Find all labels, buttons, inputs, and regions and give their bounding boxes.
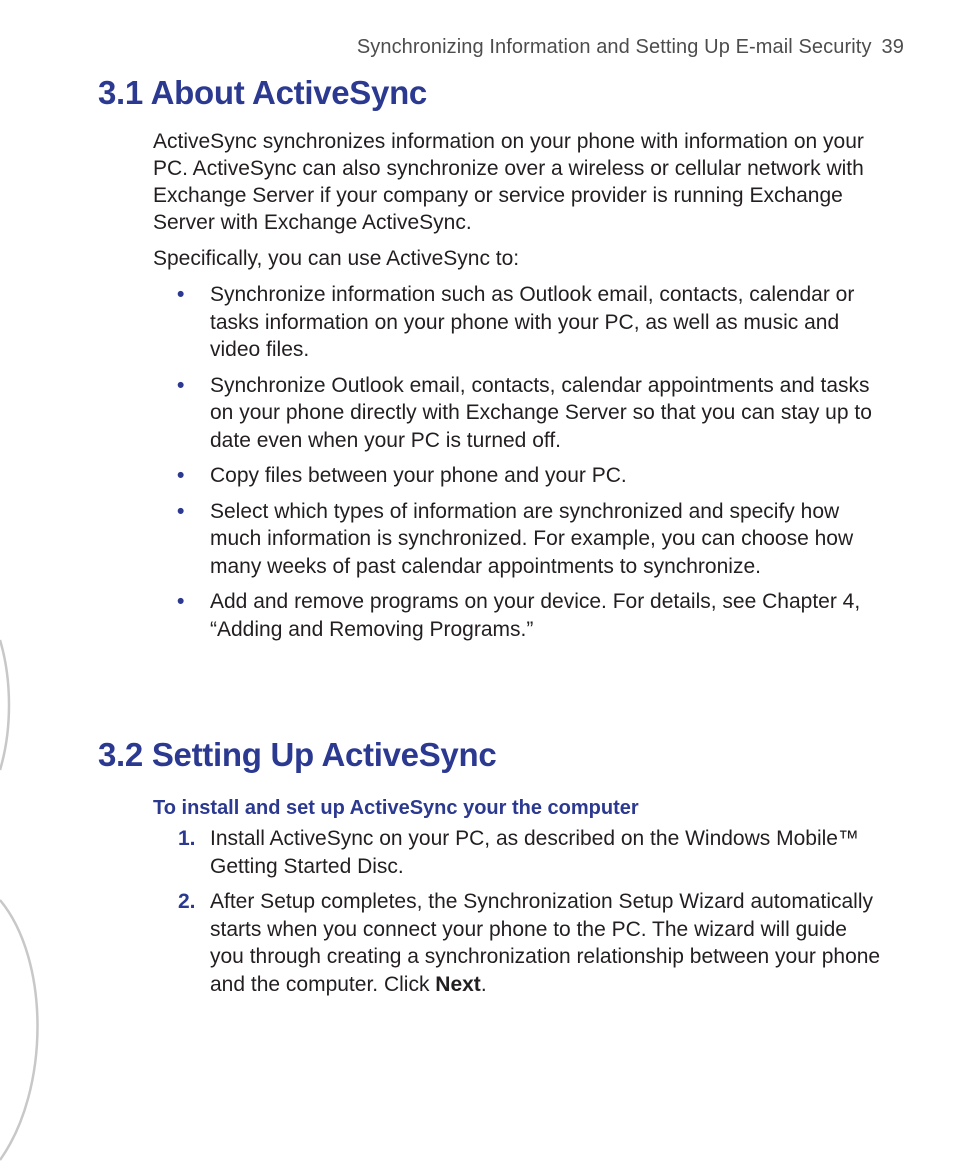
bullet-marker: •	[177, 373, 185, 397]
intro-paragraph: ActiveSync synchronizes information on your phone with information on your PC. ActiveSync can also synchronize over a wireless or cellular network with Exchange Server if your company or service provider is running Exchange Server with Exchange ActiveSync.	[153, 130, 864, 234]
list-item	[153, 462, 883, 490]
list-item-text: Synchronize Outlook email, contacts, calendar appointments and tasks on your phone directly with Exchange Server so that you can stay up to date even when your PC is turned off.	[210, 373, 872, 452]
setup-steps-list	[153, 825, 883, 1006]
bullet-marker: •	[177, 283, 185, 306]
list-item	[153, 281, 883, 364]
list-item	[153, 888, 883, 998]
lead-paragraph: Specifically, you can use ActiveSync to:	[153, 247, 520, 270]
list-item	[153, 588, 883, 643]
running-title: Synchronizing Information and Setting Up E-mail Security	[356, 36, 872, 58]
list-item-text: Copy files between your phone and your PC.	[210, 464, 627, 487]
bullet-marker: •	[177, 464, 185, 487]
upper-arc	[0, 640, 9, 770]
list-item	[153, 825, 883, 880]
list-item-text: Add and remove programs on your device. For details, see Chapter 4, “Adding and Removing Programs.”	[210, 590, 861, 641]
page-number: 39	[881, 36, 904, 58]
list-item	[153, 498, 883, 581]
section-heading-setting-up-activesync: 3.2 Setting Up ActiveSync	[98, 736, 497, 773]
lower-arc	[0, 900, 38, 1160]
activesync-features-list	[153, 281, 883, 651]
step-text-end: .	[480, 972, 487, 996]
next-button-reference: Next	[435, 972, 481, 996]
bullet-marker: •	[177, 499, 185, 523]
running-header	[357, 36, 904, 59]
section-heading-about-activesync: 3.1 About ActiveSync	[98, 74, 427, 111]
step-number: 2.	[178, 890, 196, 913]
list-item-text: Synchronize information such as Outlook email, contacts, calendar or tasks information on your phone with your PC, as well as music and video files.	[210, 283, 855, 361]
step-text: After Setup completes, the Synchronization Setup Wizard automatically starts when you connect your phone to the PC. The wizard will guide you through creating a synchronization relationship between your phone and the computer. Click	[210, 890, 881, 996]
list-item-text: Select which types of information are synchronized and specify how much information is synchronized. For example, you can choose how many weeks of past calendar appointments to synchronize.	[210, 499, 854, 578]
bullet-marker: •	[177, 590, 185, 613]
list-item	[153, 372, 883, 455]
step-text: Install ActiveSync on your PC, as described on the Windows Mobile™ Getting Started Disc.	[210, 827, 859, 878]
procedure-title: To install and set up ActiveSync your the computer	[153, 797, 639, 819]
margin-decoration-arcs	[0, 0, 60, 1173]
step-number: 1.	[178, 827, 196, 850]
